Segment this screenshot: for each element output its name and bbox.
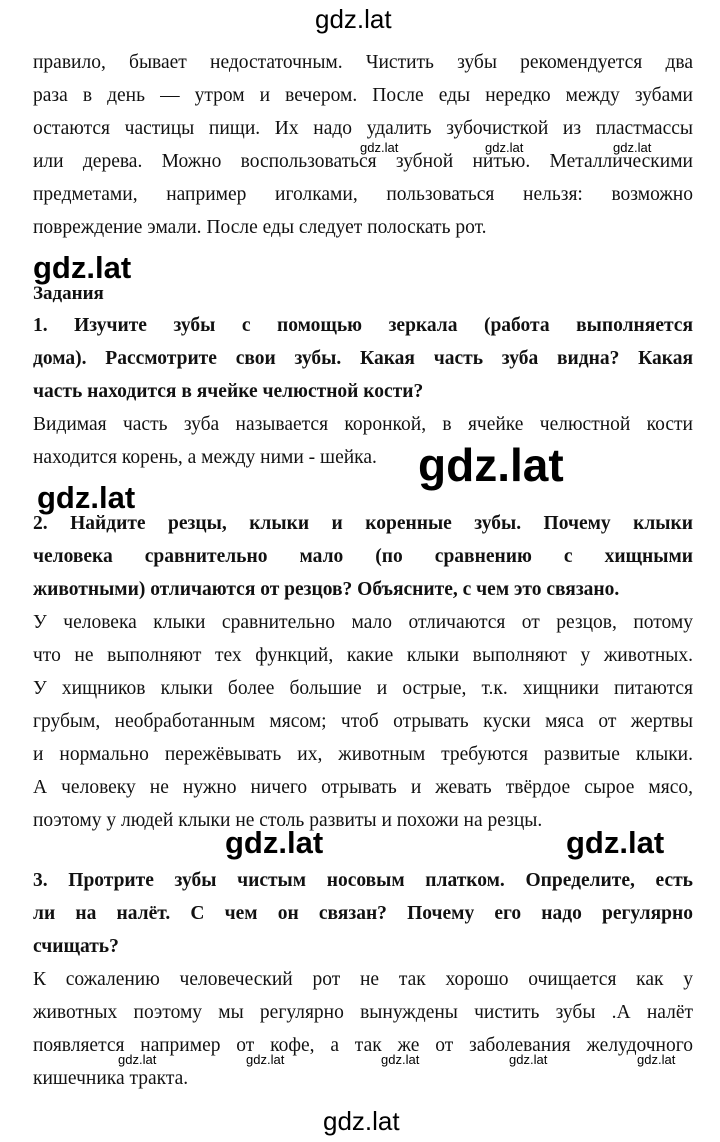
text-line: 2. Найдите резцы, клыки и коренные зубы. Почему клыки bbox=[33, 513, 693, 534]
text-line: часть находится в ячейке челюстной кости? bbox=[33, 381, 424, 402]
text-line: грубым, необработанным мясом; чтоб отрывать куски мяса от жертвы bbox=[33, 711, 693, 732]
section-heading: Задания bbox=[33, 283, 104, 304]
text-line: У человека клыки сравнительно мало отличаются от резцов, потому bbox=[33, 612, 693, 633]
watermark-large: gdz.lat bbox=[225, 825, 324, 860]
text-line: остаются частицы пищи. Их надо удалить зубочисткой из пластмассы bbox=[33, 118, 693, 139]
text-line: К сожалению человеческий рот не так хорошо очищается как у bbox=[33, 969, 693, 990]
watermark-small: gdz.lat bbox=[118, 1052, 157, 1067]
task-1-question bbox=[33, 309, 693, 408]
text-line: 3. Протрите зубы чистым носовым платком. Определите, есть bbox=[33, 870, 693, 891]
text-line: Видимая часть зуба называется коронкой, в ячейке челюстной кости bbox=[33, 414, 693, 435]
watermark-small: gdz.lat bbox=[381, 1052, 420, 1067]
text-line: предметами, например иголками, пользоваться нельзя: возможно bbox=[33, 184, 693, 205]
task-3-answer bbox=[33, 963, 693, 1095]
text-line: находится корень, а между ними - шейка. bbox=[33, 447, 377, 468]
watermark-huge: gdz.lat bbox=[418, 439, 564, 491]
watermark-top: gdz.lat bbox=[315, 4, 392, 34]
task-1-answer bbox=[33, 408, 693, 474]
watermark-small: gdz.lat bbox=[360, 140, 399, 155]
task-2-answer bbox=[33, 606, 693, 837]
text-line: что не выполняют тех функций, какие клыки выполняют у животных. bbox=[33, 645, 693, 666]
watermark-large: gdz.lat bbox=[37, 480, 136, 515]
text-line: повреждение эмали. После еды следует полоскать рот. bbox=[33, 217, 487, 238]
text-line: ли на налёт. С чем он связан? Почему его надо регулярно bbox=[33, 903, 693, 924]
text-line: У хищников клыки более большие и острые, т.к. хищники питаются bbox=[33, 678, 693, 699]
watermark-small: gdz.lat bbox=[246, 1052, 285, 1067]
watermark-small: gdz.lat bbox=[637, 1052, 676, 1067]
text-line: и нормально пережёвывать их, животным требуются развитые клыки. bbox=[33, 744, 693, 765]
text-line: животными) отличаются от резцов? Объясните, с чем это связано. bbox=[33, 579, 620, 600]
watermark-bottom: gdz.lat bbox=[323, 1106, 400, 1136]
text-line: раза в день — утром и вечером. После еды нередко между зубами bbox=[33, 85, 693, 106]
text-line: животных поэтому мы регулярно вынуждены чистить зубы .А налёт bbox=[33, 1002, 693, 1023]
watermark-large: gdz.lat bbox=[33, 250, 132, 285]
text-line: А человеку не нужно ничего отрывать и жевать твёрдое сырое мясо, bbox=[33, 777, 693, 798]
watermark-large: gdz.lat bbox=[566, 825, 665, 860]
text-line: дома). Рассмотрите свои зубы. Какая часть зуба видна? Какая bbox=[33, 348, 693, 369]
text-line: кишечника тракта. bbox=[33, 1068, 189, 1089]
text-line: счищать? bbox=[33, 936, 119, 957]
task-3-question bbox=[33, 864, 693, 963]
watermark-small: gdz.lat bbox=[509, 1052, 548, 1067]
text-line: правило, бывает недостаточным. Чистить зубы рекомендуется два bbox=[33, 52, 693, 73]
watermark-small: gdz.lat bbox=[485, 140, 524, 155]
text-line: 1. Изучите зубы с помощью зеркала (работа выполняется bbox=[33, 315, 693, 336]
text-line: человека сравнительно мало (по сравнению с хищными bbox=[33, 546, 693, 567]
text-line: или дерева. Можно воспользоваться зубной нитью. Металлическими bbox=[33, 151, 693, 172]
task-2-question bbox=[33, 507, 693, 606]
text-line: поэтому у людей клыки не столь развиты и похожи на резцы. bbox=[33, 810, 543, 831]
watermark-small: gdz.lat bbox=[613, 140, 652, 155]
text-line: появляется например от кофе, а так же от заболевания желудочного bbox=[33, 1035, 693, 1056]
